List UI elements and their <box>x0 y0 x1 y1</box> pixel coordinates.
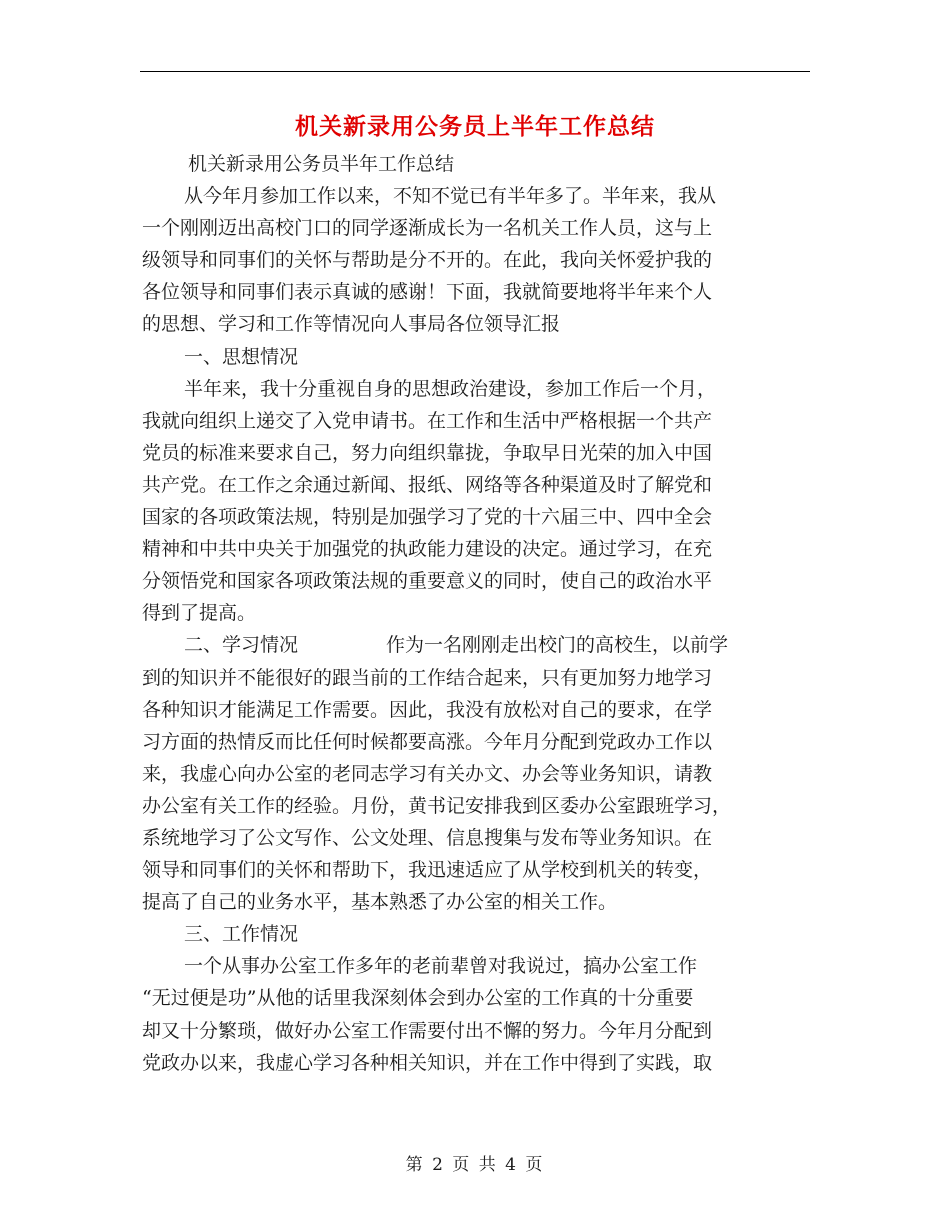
paragraph-line: 半年来，我十分重视自身的思想政治建设，参加工作后一个月， <box>184 377 717 400</box>
section-heading: 二、学习情况 <box>184 634 299 657</box>
paragraph-line: 国家的各项政策法规，特别是加强学习了党的十六届三中、四中全会 <box>142 506 713 529</box>
paragraph-line: 精神和中共中央关于加强党的执政能力建设的决定。通过学习，在充 <box>142 538 713 561</box>
paragraph-line: “无过便是功”从他的话里我深刻体会到办公室的工作真的十分重要 <box>142 987 694 1010</box>
paragraph-line: 来，我虚心向办公室的老同志学习有关办文、办会等业务知识，请教 <box>142 762 713 785</box>
paragraph-line: 的思想、学习和工作等情况向人事局各位领导汇报 <box>142 313 561 336</box>
paragraph-line: 党政办以来，我虚心学习各种相关知识，并在工作中得到了实践，取 <box>142 1051 713 1074</box>
header-rule <box>140 71 810 72</box>
section-heading: 一、思想情况 <box>184 345 299 368</box>
page-number: 第 2 页 共 4 页 <box>405 1155 545 1175</box>
paragraph-line: 各位领导和同事们表示真诚的感谢！下面，我就简要地将半年来个人 <box>142 281 713 304</box>
paragraph-line: 却又十分繁琐，做好办公室工作需要付出不懈的努力。今年月分配到 <box>142 1019 713 1042</box>
paragraph-line: 提高了自己的业务水平，基本熟悉了办公室的相关工作。 <box>142 891 618 914</box>
paragraph-line: 一个从事办公室工作多年的老前辈曾对我说过，搞办公室工作 <box>184 955 698 978</box>
paragraph-line: 我就向组织上递交了入党申请书。在工作和生活中严格根据一个共产 <box>142 409 713 432</box>
section-heading-line <box>142 629 802 661</box>
paragraph-line: 系统地学习了公文写作、公文处理、信息搜集与发布等业务知识。在 <box>142 826 713 849</box>
paragraph-line: 分领悟党和国家各项政策法规的重要意义的同时，使自己的政治水平 <box>142 570 713 593</box>
paragraph-line: 领导和同事们的关怀和帮助下，我迅速适应了从学校到机关的转变， <box>142 859 713 882</box>
document-title: 机关新录用公务员上半年工作总结 <box>295 113 655 140</box>
document-subtitle: 机关新录用公务员半年工作总结 <box>188 153 455 175</box>
paragraph-line: 共产党。在工作之余通过新闻、报纸、网络等各种渠道及时了解党和 <box>142 473 713 496</box>
paragraph-line: 得到了提高。 <box>142 602 257 625</box>
paragraph-line: 从今年月参加工作以来，不知不觉已有半年多了。半年来，我从 <box>184 185 717 208</box>
paragraph-line: 到的知识并不能很好的跟当前的工作结合起来，只有更加努力地学习 <box>142 666 713 689</box>
paragraph-line: 各种知识才能满足工作需要。因此，我没有放松对自己的要求，在学 <box>142 698 713 721</box>
paragraph-line: 办公室有关工作的经验。月份，黄书记安排我到区委办公室跟班学习， <box>142 794 732 817</box>
section-heading: 三、工作情况 <box>184 923 299 946</box>
paragraph-line: 作为一名刚刚走出校门的高校生，以前学 <box>386 634 729 657</box>
paragraph-line: 党员的标准来要求自己，努力向组织靠拢，争取早日光荣的加入中国 <box>142 441 713 464</box>
paragraph-line: 习方面的热情反而比任何时候都要高涨。今年月分配到党政办工作以 <box>142 730 713 753</box>
paragraph-line: 一个刚刚迈出高校门口的同学逐渐成长为一名机关工作人员，这与上 <box>142 217 713 240</box>
document-body <box>142 148 802 1079</box>
paragraph-line: 级领导和同事们的关怀与帮助是分不开的。在此，我向关怀爱护我的 <box>142 249 713 272</box>
